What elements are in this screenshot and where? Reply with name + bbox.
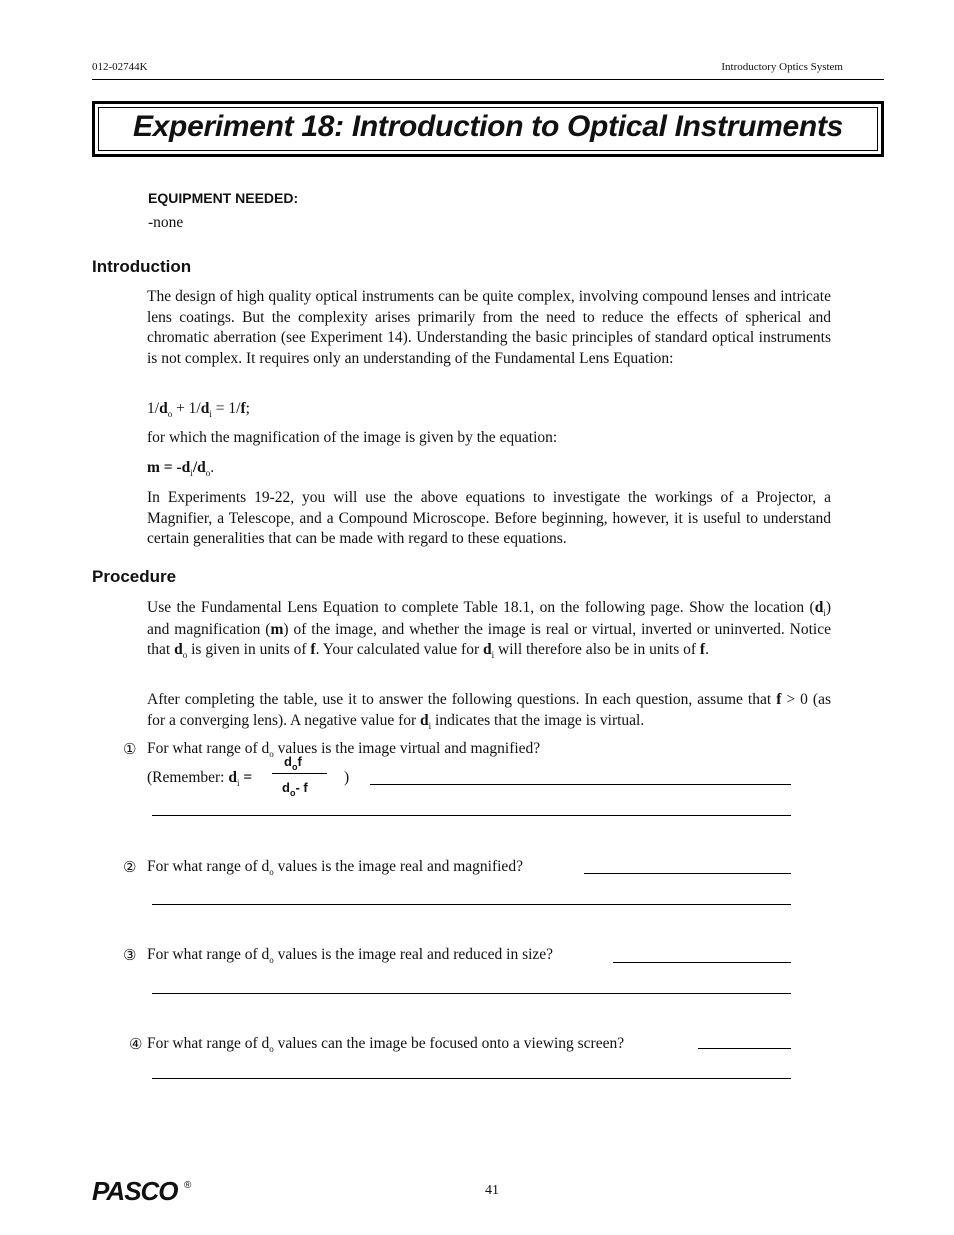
- procedure-heading: Procedure: [92, 567, 177, 586]
- pasco-logo: PASCO: [92, 1176, 178, 1206]
- answer-line-1a[interactable]: [370, 784, 791, 785]
- introduction-paragraph-2: for which the magnification of the image is given by the equation:: [147, 429, 558, 446]
- formula-fraction-bar: [272, 773, 327, 774]
- introduction-paragraph-3: In Experiments 19-22, you will use the above equations to investigate the workings of a Projector, a Magnifier, a Telescope, and a Compound Microscope. Before beginning, however, it is useful to understand certain generalities that can be made with regard to these equations.: [147, 489, 831, 547]
- question-2-number: ②: [123, 860, 137, 876]
- equipment-value: -none: [148, 214, 184, 231]
- answer-line-2a[interactable]: [584, 873, 791, 874]
- header-rule: [92, 79, 884, 80]
- question-1-number: ①: [123, 742, 137, 758]
- answer-line-2b[interactable]: [152, 904, 791, 905]
- question-4-number: ④: [129, 1037, 143, 1053]
- formula-denominator: $d_o-$ f: [282, 780, 308, 798]
- page-number: 41: [485, 1183, 499, 1198]
- question-1-text: For what range of $d_o$ values is the image virtual and magnified?: [147, 740, 541, 759]
- procedure-paragraph-1: Use the Fundamental Lens Equation to complete Table 18.1, on the following page. Show the location $(d_i)$ and magnification (m) of the image, and whether the image is real or virtual, inverted or uninverted. Notice that $d_o$ is given in units of f. Your calculated value for $d_i$ will therefore also be in units of f.: [147, 599, 831, 660]
- title-box: [92, 101, 884, 157]
- formula-close-paren: ): [344, 769, 350, 786]
- answer-line-4b[interactable]: [152, 1078, 791, 1079]
- question-4-text: For what range of $d_o$ values can the image be focused onto a viewing screen?: [147, 1035, 625, 1054]
- document-title: Introductory Optics System: [721, 61, 843, 73]
- question-2-text: For what range of $d_o$ values is the image real and magnified?: [147, 858, 523, 877]
- question-3-text: For what range of $d_o$ values is the image real and reduced in size?: [147, 946, 554, 965]
- equipment-heading: EQUIPMENT NEEDED:: [148, 190, 299, 206]
- introduction-heading: Introduction: [92, 257, 192, 276]
- question-3-number: ③: [123, 948, 137, 964]
- answer-line-4a[interactable]: [698, 1048, 791, 1049]
- remember-formula: (Remember: $d_i$ =: [147, 769, 253, 788]
- registered-mark: ®: [184, 1180, 192, 1191]
- answer-line-3b[interactable]: [152, 993, 791, 994]
- lens-equation: $1/d_o + 1/d_i = 1/f$;: [147, 400, 250, 419]
- answer-line-1b[interactable]: [152, 815, 791, 816]
- document-number: 012-02744K: [92, 61, 148, 73]
- page-title: Experiment 18: Introduction to Optical Instruments: [132, 110, 844, 143]
- formula-numerator: $d_of$: [284, 754, 302, 772]
- magnification-equation: $m = -d_i/d_o$.: [147, 459, 215, 478]
- procedure-paragraph-2: After completing the table, use it to answer the following questions. In each question, assume that f > 0 (as for a converging lens). A negative value for $d_i$ indicates that the image is virtual.: [147, 691, 831, 731]
- introduction-paragraph-1: The design of high quality optical instruments can be quite complex, involving compound lenses and intricate lens coatings. But the complexity arises primarily from the need to reduce the effects of spherical and chromatic aberration (see Experiment 14). Understanding the basic principles of standard optical instruments is not complex. It requires only an understanding of the Fundamental Lens Equation:: [147, 288, 831, 367]
- answer-line-3a[interactable]: [613, 962, 791, 963]
